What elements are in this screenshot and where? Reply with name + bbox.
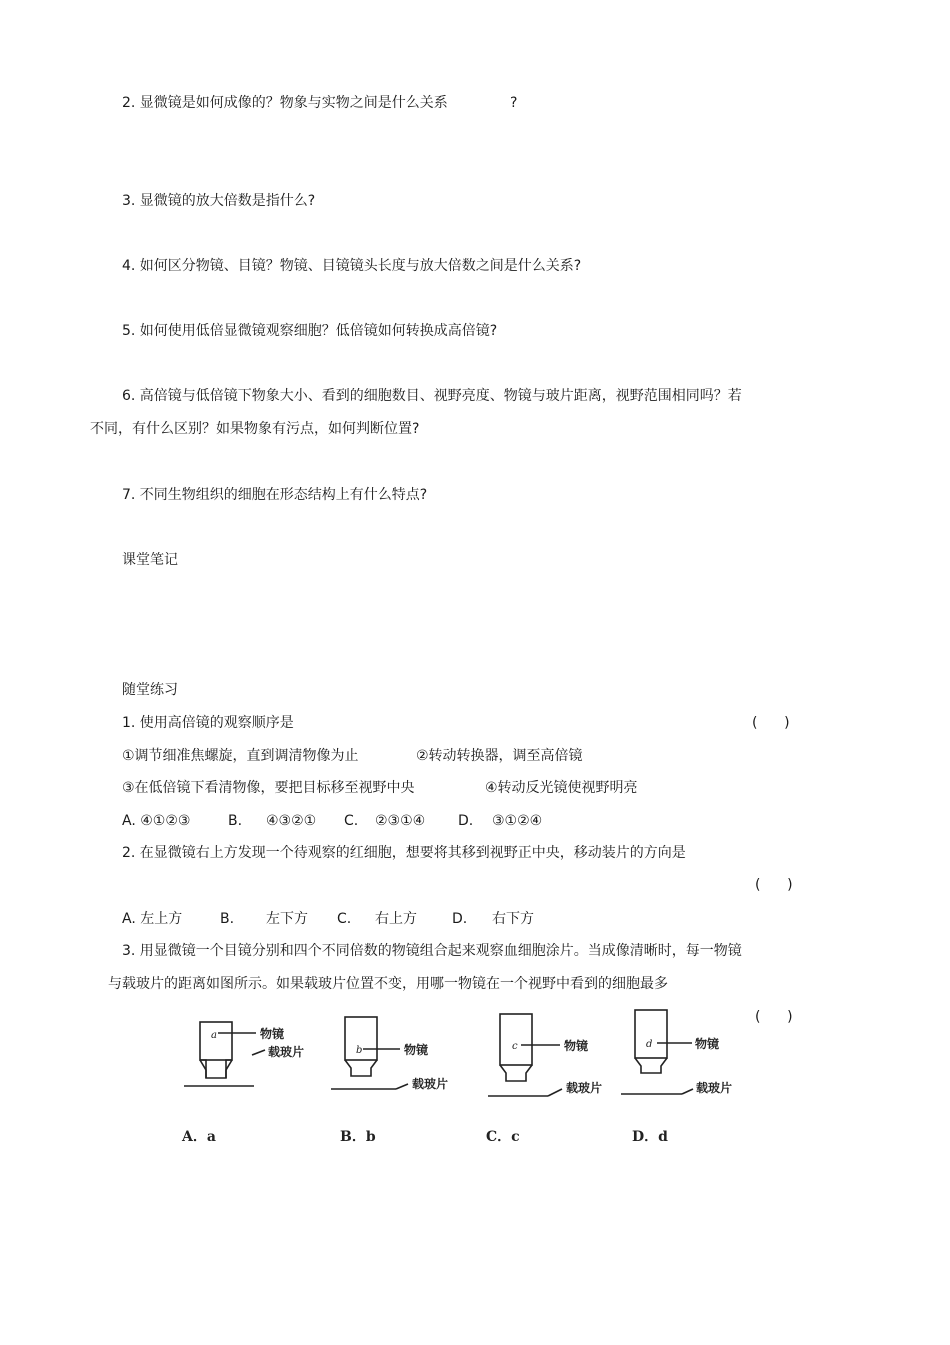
practice-2-stem: 2. 在显微镜右上方发现一个待观察的红细胞，想要将其移到视野正中央，移动装片的方向是 — [122, 845, 686, 861]
lens-letter-d: d — [646, 1039, 653, 1050]
question-3: 3. 显微镜的放大倍数是指什么? — [122, 193, 316, 209]
practice-3-stem-line-2: 与载玻片的距离如图所示。如果载玻片位置不变，用哪一物镜在一个视野中看到的细胞最多 — [108, 976, 668, 992]
practice-2-option-b[interactable]: 左下方 — [266, 911, 308, 927]
objective-b-diagram — [331, 1017, 408, 1089]
answer-blank-1[interactable]: ( ) — [752, 715, 790, 731]
slide-label-c: 载玻片 — [566, 1081, 603, 1095]
figure-caption-b: B．b — [340, 1129, 376, 1145]
lens-letter-a: a — [211, 1030, 217, 1041]
practice-1-option-c[interactable]: ②③①④ — [375, 813, 426, 829]
practice-1-option-b-letter[interactable]: B. — [228, 813, 243, 829]
practice-1-option-b[interactable]: ④③②① — [266, 813, 317, 829]
question-7: 7. 不同生物组织的细胞在形态结构上有什么特点? — [122, 487, 428, 503]
question-2: 2. 显微镜是如何成像的？物象与实物之间是什么关系 — [122, 95, 448, 111]
lens-letter-b: b — [356, 1045, 363, 1056]
figure-caption-c: C．c — [486, 1129, 520, 1145]
slide-label-b: 载玻片 — [412, 1077, 449, 1091]
notes-heading: 课堂笔记 — [122, 552, 178, 568]
practice-1-step-1: ①调节细准焦螺旋，直到调清物像为止 — [122, 748, 359, 764]
objective-label-a: 物镜 — [260, 1027, 285, 1041]
objective-label-c: 物镜 — [564, 1039, 589, 1053]
practice-2-option-b-letter[interactable]: B. — [220, 911, 235, 927]
question-2-mark: ? — [510, 95, 518, 111]
question-5: 5. 如何使用低倍显微镜观察细胞？低倍镜如何转换成高倍镜? — [122, 323, 498, 339]
practice-2-option-d-letter[interactable]: D. — [452, 911, 468, 927]
objective-distance-figure — [170, 1000, 770, 1160]
practice-1-step-4: ④转动反光镜使视野明亮 — [485, 780, 638, 796]
practice-2-option-a[interactable]: A. 左上方 — [122, 911, 183, 927]
practice-1-stem: 1. 使用高倍镜的观察顺序是 — [122, 715, 294, 731]
objective-c-diagram — [488, 1014, 562, 1096]
objective-d-diagram — [621, 1010, 693, 1094]
objective-label-b: 物镜 — [404, 1043, 429, 1057]
practice-1-option-d-letter[interactable]: D. — [458, 813, 474, 829]
question-6-line-1: 6. 高倍镜与低倍镜下物象大小、看到的细胞数目、视野亮度、物镜与玻片距离，视野范围相同吗？若 — [122, 388, 742, 404]
practice-1-step-3: ③在低倍镜下看清物像，要把目标移至视野中央 — [122, 780, 415, 796]
slide-label-d: 载玻片 — [696, 1081, 733, 1095]
lens-letter-c: c — [512, 1041, 518, 1052]
objective-a-diagram — [184, 1022, 265, 1086]
figure-caption-a: A．a — [182, 1129, 216, 1145]
answer-blank-3[interactable]: ( ) — [755, 1009, 793, 1025]
practice-1-step-2: ②转动转换器，调至高倍镜 — [416, 748, 583, 764]
practice-1-option-d[interactable]: ③①②④ — [492, 813, 543, 829]
objective-label-d: 物镜 — [695, 1037, 720, 1051]
practice-1-option-c-letter[interactable]: C. — [344, 813, 359, 829]
question-6-line-2: 不同，有什么区别？如果物象有污点，如何判断位置? — [90, 421, 420, 437]
practice-heading: 随堂练习 — [122, 682, 178, 698]
figure-caption-d: D．d — [632, 1129, 668, 1145]
practice-3-stem-line-1: 3. 用显微镜一个目镜分别和四个不同倍数的物镜组合起来观察血细胞涂片。当成像清晰时，每一物镜 — [122, 943, 742, 959]
practice-2-option-c-letter[interactable]: C. — [337, 911, 352, 927]
answer-blank-2[interactable]: ( ) — [755, 877, 793, 893]
practice-2-option-c[interactable]: 右上方 — [375, 911, 417, 927]
slide-label-a: 载玻片 — [268, 1045, 305, 1059]
practice-2-option-d[interactable]: 右下方 — [492, 911, 534, 927]
question-4: 4. 如何区分物镜、目镜？物镜、目镜镜头长度与放大倍数之间是什么关系? — [122, 258, 582, 274]
practice-1-option-a[interactable]: A. ④①②③ — [122, 813, 191, 829]
